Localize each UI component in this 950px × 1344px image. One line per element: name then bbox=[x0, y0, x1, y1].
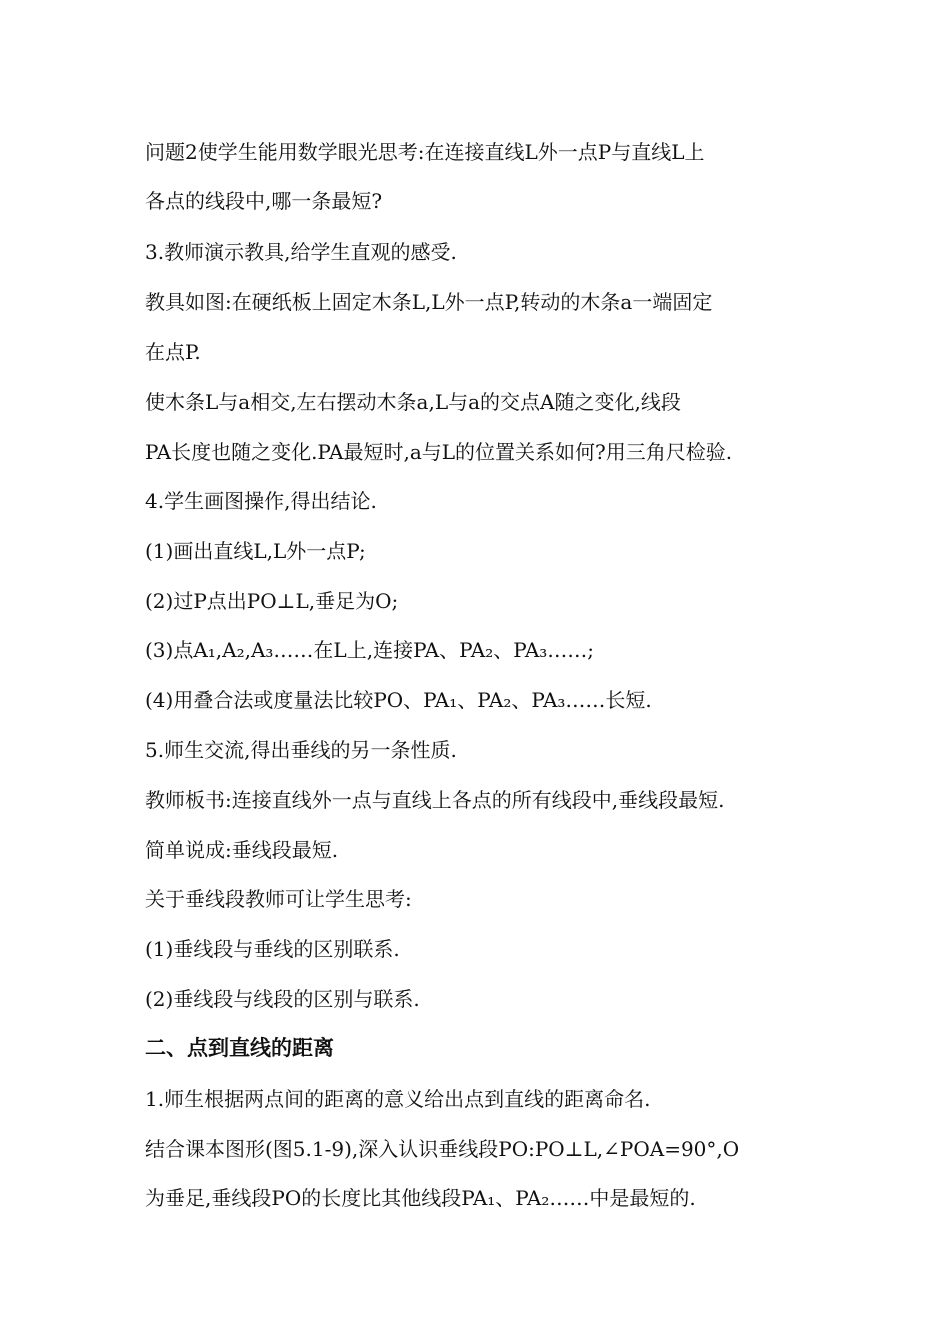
text-line: 教师板书:连接直线外一点与直线上各点的所有线段中,垂线段最短. bbox=[145, 788, 725, 812]
text-line: (4)用叠合法或度量法比较PO、PA₁、PA₂、PA₃……长短. bbox=[145, 688, 652, 712]
text-line: 关于垂线段教师可让学生思考: bbox=[145, 887, 412, 911]
text-line: 问题2使学生能用数学眼光思考:在连接直线L外一点P与直线L上 bbox=[145, 140, 705, 164]
text-line: (2)过P点出PO⊥L,垂足为O; bbox=[145, 589, 399, 613]
text-line: 简单说成:垂线段最短. bbox=[145, 838, 339, 862]
text-line: PA长度也随之变化.PA最短时,a与L的位置关系如何?用三角尺检验. bbox=[145, 440, 733, 464]
text-line: (2)垂线段与线段的区别与联系. bbox=[145, 987, 420, 1011]
text-line: 3.教师演示教具,给学生直观的感受. bbox=[145, 240, 457, 264]
section-heading: 二、点到直线的距离 bbox=[145, 1036, 334, 1060]
text-line: (1)垂线段与垂线的区别联系. bbox=[145, 937, 400, 961]
text-line: 1.师生根据两点间的距离的意义给出点到直线的距离命名. bbox=[145, 1087, 651, 1111]
text-line: 5.师生交流,得出垂线的另一条性质. bbox=[145, 738, 457, 762]
text-line: 为垂足,垂线段PO的长度比其他线段PA₁、PA₂……中是最短的. bbox=[145, 1186, 696, 1210]
text-line: (3)点A₁,A₂,A₃……在L上,连接PA、PA₂、PA₃……; bbox=[145, 638, 595, 662]
text-line: (1)画出直线L,L外一点P; bbox=[145, 539, 366, 563]
text-line: 使木条L与a相交,左右摆动木条a,L与a的交点A随之变化,线段 bbox=[145, 390, 681, 414]
text-line: 4.学生画图操作,得出结论. bbox=[145, 489, 377, 513]
text-line: 在点P. bbox=[145, 340, 201, 364]
text-line: 各点的线段中,哪一条最短? bbox=[145, 189, 383, 213]
text-line: 教具如图:在硬纸板上固定木条L,L外一点P,转动的木条a一端固定 bbox=[145, 290, 713, 314]
text-line: 结合课本图形(图5.1-9),深入认识垂线段PO:PO⊥L,∠POA=90°,O bbox=[145, 1137, 740, 1161]
